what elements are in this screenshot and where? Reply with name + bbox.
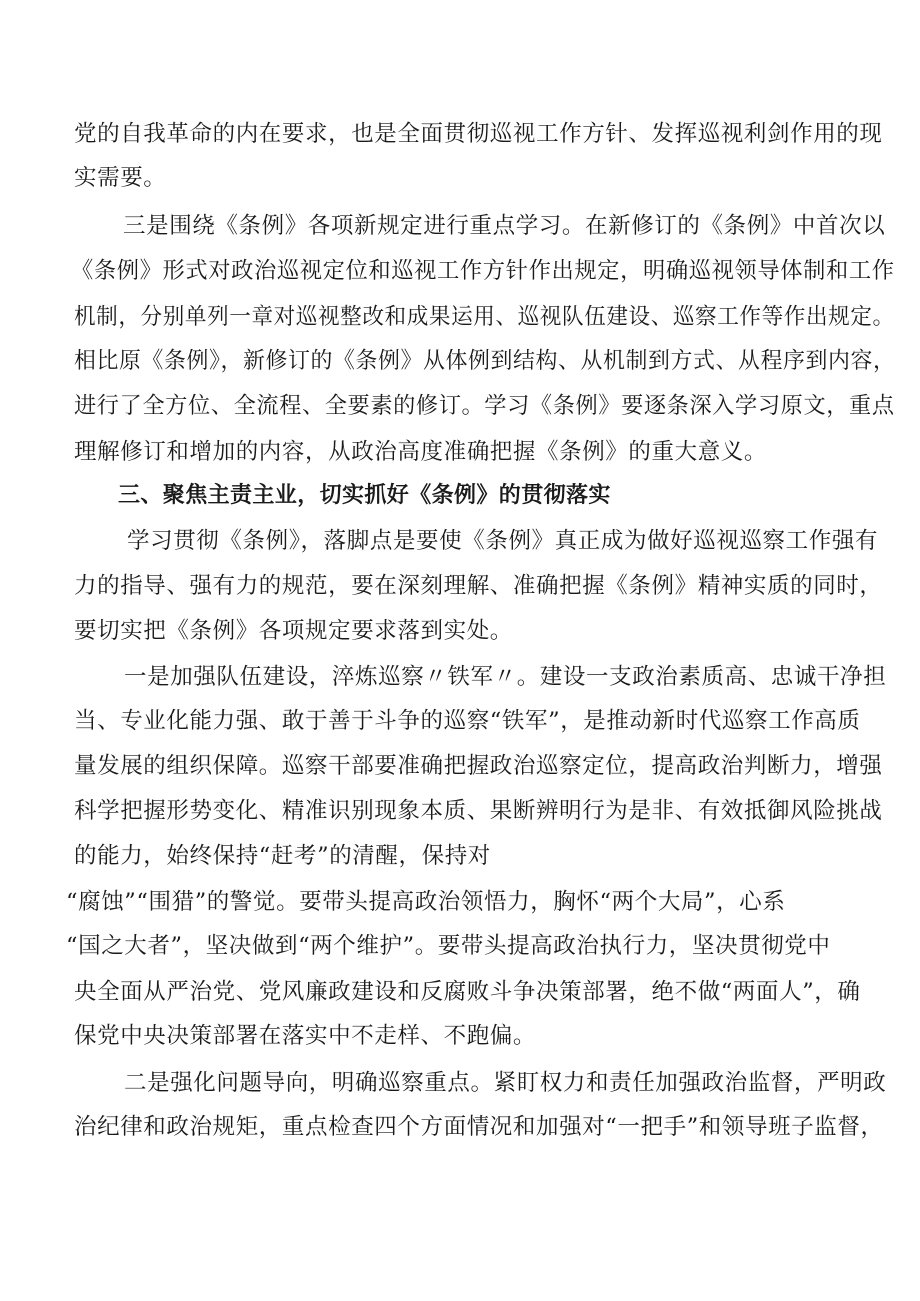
text-line: 科学把握形势变化、精准识别现象本质、果断辨明行为是非、有效抵御风险挑战 — [74, 798, 883, 824]
text-line: 进行了全方位、全流程、全要素的修订。学习《条例》要逐条深入学习原文，重点 — [74, 393, 895, 419]
text-line: 党的自我革命的内在要求，也是全面贯彻巡视工作方针、发挥巡视利剑作用的现 — [74, 121, 883, 147]
text-line: “国之大者”，坚决做到“两个维护”。要带头提高政治执行力，坚决贯彻党中 — [66, 933, 831, 959]
text-line: 相比原《条例》，新修订的《条例》从体例到结构、从机制到方式、从程序到内容， — [74, 348, 896, 374]
text-line: 机制，分别单列一章对巡视整改和成果运用、巡视队伍建设、巡察工作等作出规定。 — [74, 304, 895, 330]
text-line: 理解修订和增加的内容，从政治高度准确把握《条例》的重大意义。 — [74, 439, 768, 465]
text-line: 力的指导、强有力的规范，要在深刻理解、准确把握《条例》精神实质的同时， — [74, 573, 883, 599]
section-heading: 三、聚焦主责主业，切实抓好《条例》的贯彻落实 — [118, 483, 611, 508]
paragraph-first-line: 三是围绕《条例》各项新规定进行重点学习。在新修订的《条例》中首次以 — [123, 213, 886, 239]
text-line: 央全面从严治党、党风廉政建设和反腐败斗争决策部署，绝不做“两面人”，确 — [74, 979, 861, 1005]
paragraph-first-line: 二是强化问题导向，明确巡察重点。紧盯权力和责任加强政治监督，严明政 — [124, 1070, 887, 1096]
paragraph-first-line: 学习贯彻《条例》，落脚点是要使《条例》真正成为做好巡视巡察工作强有 — [127, 528, 879, 554]
text-line: 当、专业化能力强、敢于善于斗争的巡察“铁军”，是推动新时代巡察工作高质 — [74, 708, 861, 734]
text-line: 实需要。 — [74, 165, 167, 191]
text-line: 要切实把《条例》各项规定要求落到实处。 — [74, 618, 513, 644]
text-line: 治纪律和政治规矩，重点检查四个方面情况和加强对“一把手”和领导班子监督， — [74, 1114, 884, 1140]
text-line: 保党中央决策部署在落实中不走样、不跑偏。 — [74, 1023, 537, 1049]
text-line: “腐蚀”“围猎”的警觉。要带头提高政治领悟力，胸怀“两个大局”，心系 — [66, 889, 786, 915]
paragraph-first-line: 一是加强队伍建设，淬炼巡察〃铁军〃。建设一支政治素质高、忠诚干净担 — [124, 664, 887, 690]
text-line: 的能力，始终保持“赶考”的清醒，保持对 — [74, 843, 491, 869]
text-line: 《条例》形式对政治巡视定位和巡视工作方针作出规定，明确巡视领导体制和工作 — [71, 258, 895, 284]
text-line: 量发展的组织保障。巡察干部要准确把握政治巡察定位，提高政治判断力，增强 — [74, 753, 883, 779]
